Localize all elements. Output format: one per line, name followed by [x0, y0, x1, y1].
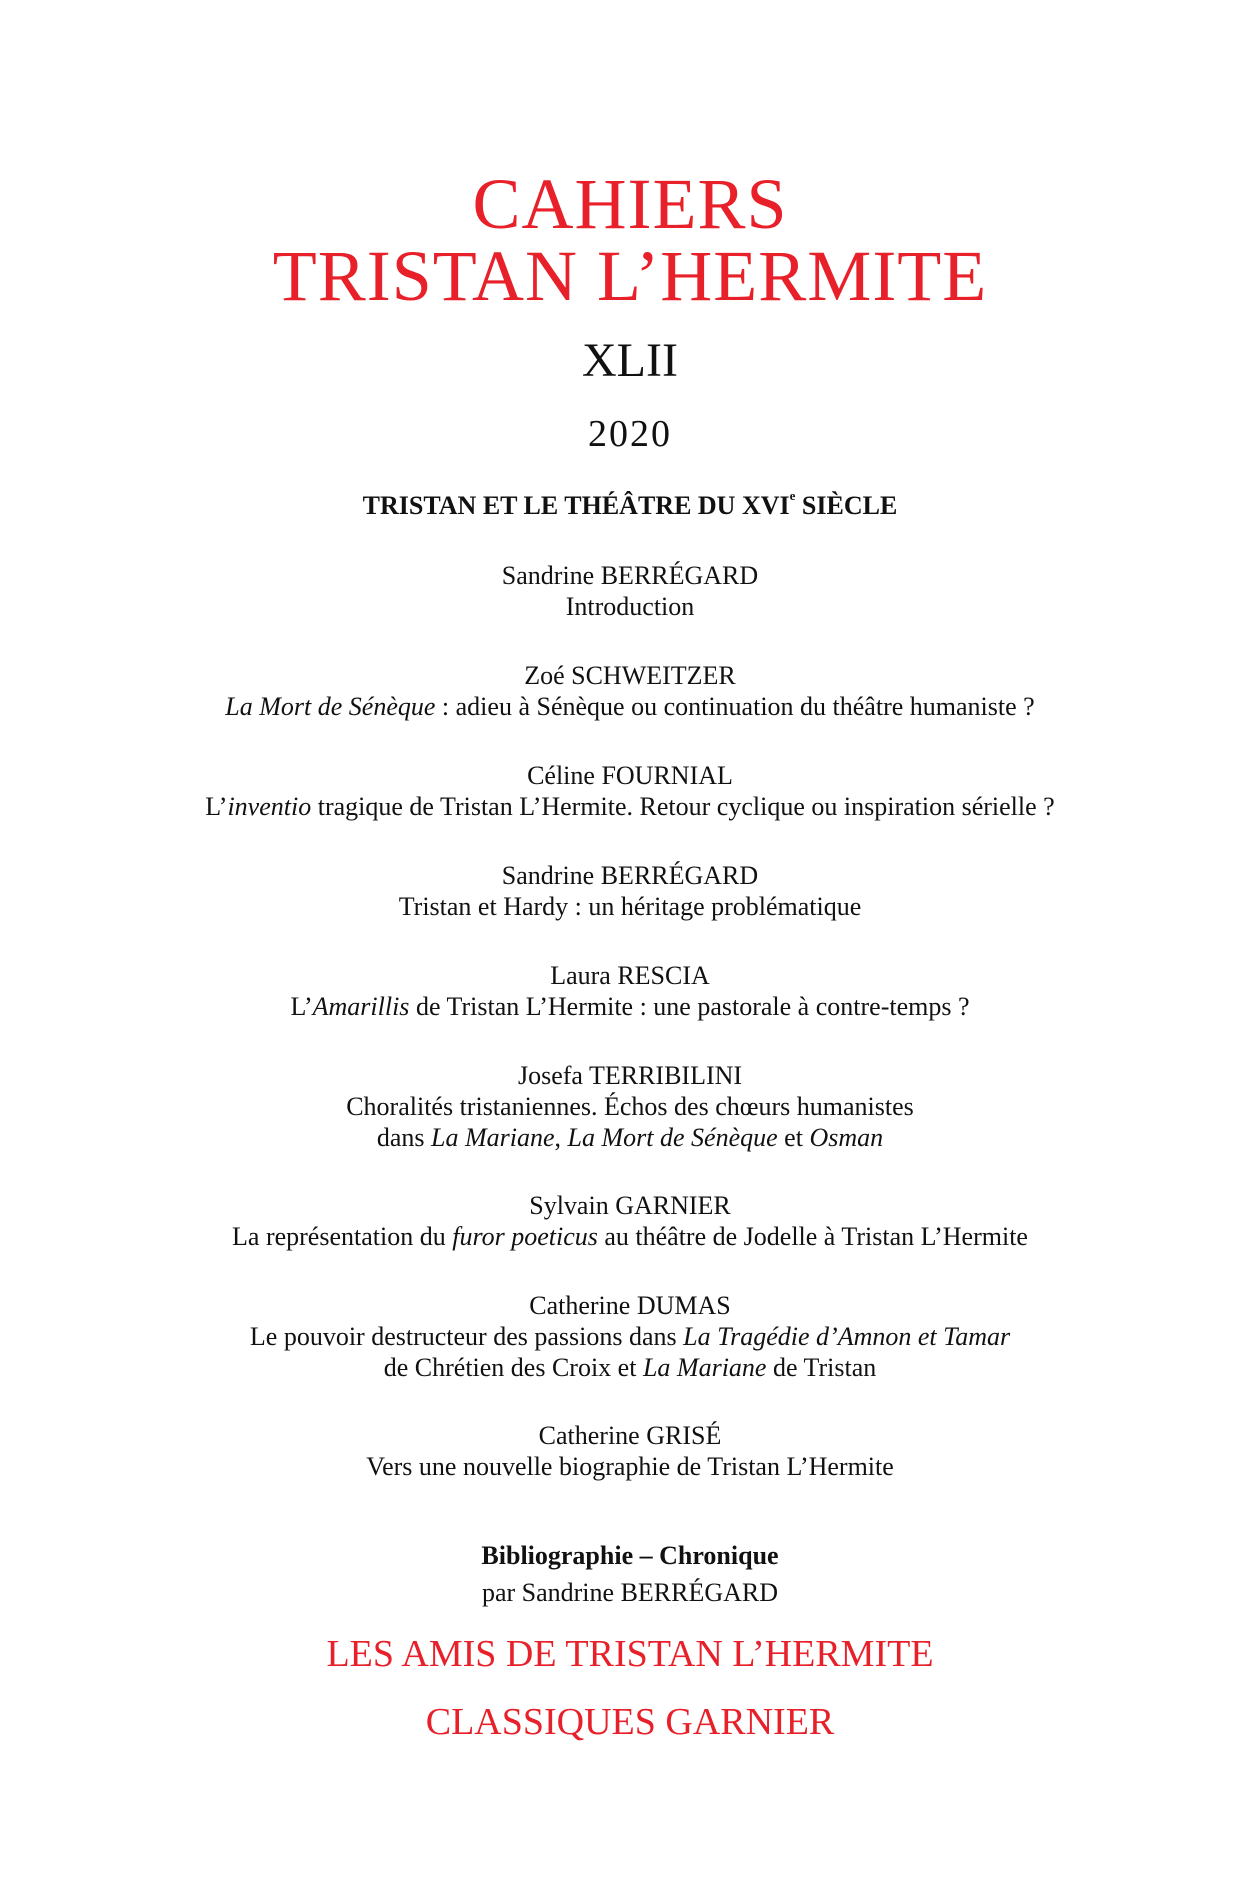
toc-title-text: Vers une nouvelle biographie de Tristan L’Hermite: [366, 1452, 894, 1481]
toc-title-line: [0, 791, 1260, 822]
issue-theme-prefix: TRISTAN ET LE THÉÂTRE DU XVI: [362, 491, 790, 520]
publication-year: 2020: [588, 413, 672, 455]
toc-author: Catherine DUMAS: [529, 1291, 731, 1320]
toc-title-italic: La Mariane: [642, 1353, 767, 1382]
toc-title-line: [0, 1122, 1260, 1153]
toc-title-italic: inventio: [227, 792, 312, 821]
toc-title-line: [0, 991, 1260, 1022]
toc-title-text: de Chrétien des Croix et: [383, 1353, 643, 1382]
issue-theme-suffix: SIÈCLE: [795, 491, 898, 520]
toc-title-line: [0, 1352, 1260, 1383]
publisher-line1: LES AMIS DE TRISTAN L’HERMITE: [326, 1633, 934, 1675]
toc-entry: [0, 1290, 1260, 1383]
toc-title-text: La représentation du: [232, 1222, 453, 1251]
publisher-line2: CLASSIQUES GARNIER: [425, 1701, 835, 1743]
toc-title-text: Introduction: [565, 592, 695, 621]
issue-theme: [0, 490, 1260, 522]
toc-entry: [0, 960, 1260, 1022]
toc-title-italic: Amarillis: [312, 992, 410, 1021]
toc-entry: [0, 1060, 1260, 1153]
toc-title-text: L’: [205, 792, 228, 821]
toc-title-text: : adieu à Sénèque ou continuation du théâtre humaniste ?: [435, 692, 1035, 721]
toc-title-line: [0, 691, 1260, 722]
toc-title-text: dans: [376, 1123, 432, 1152]
toc-author: Josefa TERRIBILINI: [517, 1061, 743, 1090]
toc-author: Sylvain GARNIER: [529, 1191, 731, 1220]
toc-title-text: Le pouvoir destructeur des passions dans: [249, 1322, 684, 1351]
toc-title-line: [0, 1221, 1260, 1252]
toc-title-line: [0, 591, 1260, 622]
toc-title-italic: La Mort de Sénèque: [567, 1123, 778, 1152]
toc-title-text: tragique de Tristan L’Hermite. Retour cyclique ou inspiration sérielle ?: [311, 792, 1055, 821]
toc-title-italic: Osman: [809, 1123, 884, 1152]
bibliography-heading: Bibliographie – Chronique: [481, 1541, 779, 1570]
bibliography-section: [0, 1540, 1260, 1608]
toc-title-italic: La Mariane: [431, 1123, 555, 1152]
toc-author: Zoé SCHWEITZER: [524, 661, 736, 690]
toc-entry: [0, 760, 1260, 822]
volume-number: XLII: [582, 334, 678, 387]
toc-author: Laura RESCIA: [550, 961, 710, 990]
toc-entry: [0, 1420, 1260, 1482]
toc-entry: [0, 860, 1260, 922]
toc-entry: [0, 560, 1260, 622]
toc-title-text: de Tristan: [766, 1353, 877, 1382]
toc-title-italic: La Mort de Sénèque: [225, 692, 436, 721]
toc-title-line: [0, 1321, 1260, 1352]
toc-author: Céline FOURNIAL: [527, 761, 733, 790]
toc-title-line: [0, 1451, 1260, 1482]
issue-theme-superscript: e: [789, 488, 796, 503]
toc-author: Sandrine BERRÉGARD: [501, 561, 759, 590]
toc-title-text: ,: [554, 1123, 568, 1152]
toc-title-text: Tristan et Hardy : un héritage problématique: [398, 892, 862, 921]
toc-entry: [0, 660, 1260, 722]
journal-title-line2: TRISTAN L’HERMITE: [272, 236, 988, 316]
journal-title-line1: CAHIERS: [472, 164, 788, 244]
toc-title-text: Choralités tristaniennes. Échos des chœurs humanistes: [346, 1092, 914, 1121]
toc-entry: [0, 1190, 1260, 1252]
toc-title-text: de Tristan L’Hermite : une pastorale à contre-temps ?: [409, 992, 970, 1021]
toc-title-text: L’: [290, 992, 313, 1021]
toc-author: Catherine GRISÉ: [538, 1421, 722, 1450]
toc-title-italic: furor poeticus: [452, 1222, 598, 1251]
toc-title-italic: La Tragédie d’Amnon et Tamar: [683, 1322, 1011, 1351]
toc-title-text: au théâtre de Jodelle à Tristan L’Hermite: [597, 1222, 1028, 1251]
toc-title-line: [0, 1091, 1260, 1122]
bibliography-byline: par Sandrine BERRÉGARD: [481, 1578, 779, 1607]
toc-title-text: et: [777, 1123, 810, 1152]
toc-title-line: [0, 891, 1260, 922]
toc-author: Sandrine BERRÉGARD: [501, 861, 759, 890]
